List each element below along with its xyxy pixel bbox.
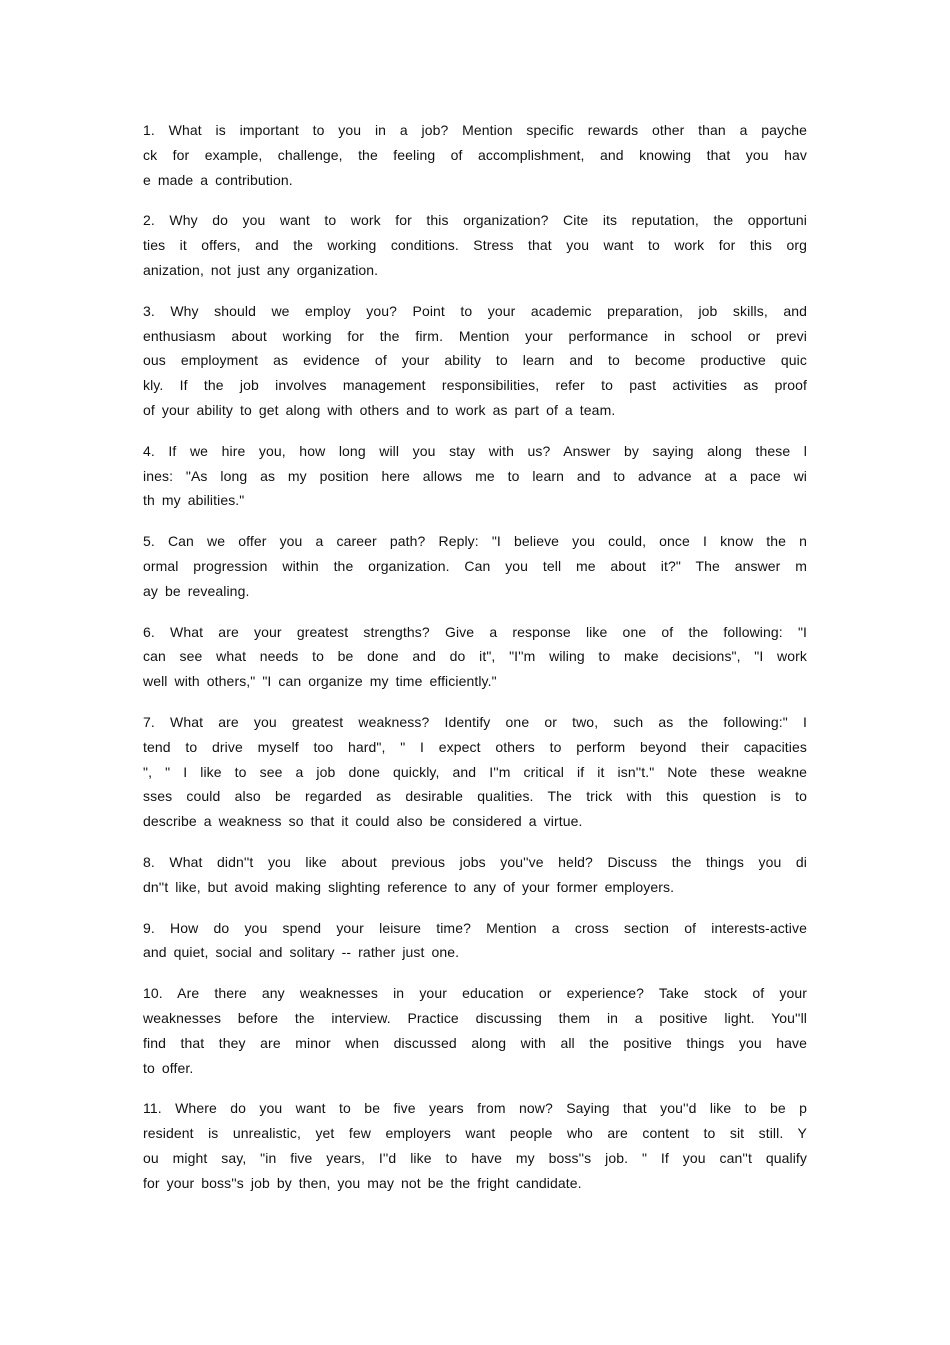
question-9: [143, 916, 807, 966]
text-line: ou might say, "in five years, I''d like to have my boss''s job. " If you can''t qualify: [143, 1149, 807, 1166]
text-line: resident is unrealistic, yet few employers want people who are content to sit still. Y: [143, 1125, 807, 1142]
text-line: ay be revealing.: [143, 582, 250, 599]
text-line: ormal progression within the organization. Can you tell me about it?" The answer m: [143, 557, 807, 574]
text-line: 8. What didn''t you like about previous jobs you''ve held? Discuss the things you di: [143, 853, 807, 870]
text-line: find that they are minor when discussed along with all the positive things you have: [143, 1034, 807, 1051]
text-line: sses could also be regarded as desirable qualities. The trick with this question is to: [143, 788, 807, 805]
question-10: [143, 981, 807, 1080]
question-7: [143, 710, 807, 834]
text-line: 6. What are your greatest strengths? Give a response like one of the following: "I: [143, 623, 807, 640]
question-4: [143, 439, 807, 513]
text-line: 9. How do you spend your leisure time? Mention a cross section of interests-active: [143, 919, 807, 936]
text-line: kly. If the job involves management responsibilities, refer to past activities as proof: [143, 377, 807, 394]
text-line: e made a contribution.: [143, 171, 293, 188]
text-line: 7. What are you greatest weakness? Identify one or two, such as the following:" I: [143, 713, 807, 730]
text-line: th my abilities.": [143, 492, 245, 509]
text-line: well with others," "I can organize my time efficiently.": [143, 673, 497, 690]
question-5: [143, 529, 807, 603]
text-line: of your ability to get along with others and to work as part of a team.: [143, 401, 616, 418]
document-body: [143, 118, 807, 1211]
text-line: can see what needs to be done and do it", "I''m wiling to make decisions", "I work: [143, 648, 807, 665]
text-line: describe a weakness so that it could also be considered a virtue.: [143, 813, 583, 830]
text-line: 11. Where do you want to be five years from now? Saying that you''d like to be p: [143, 1100, 807, 1117]
text-line: dn''t like, but avoid making slighting reference to any of your former employers.: [143, 878, 675, 895]
text-line: for your boss''s job by then, you may not be the fright candidate.: [143, 1174, 582, 1191]
text-line: ties it offers, and the working conditions. Stress that you want to work for this org: [143, 237, 807, 254]
text-line: ck for example, challenge, the feeling of accomplishment, and knowing that you hav: [143, 146, 807, 163]
text-line: 1. What is important to you in a job? Mention specific rewards other than a payche: [143, 122, 807, 138]
question-6: [143, 620, 807, 694]
text-line: to offer.: [143, 1059, 194, 1076]
text-line: weaknesses before the interview. Practice discussing them in a positive light. You''ll: [143, 1009, 807, 1026]
text-line: ous employment as evidence of your ability to learn and to become productive quic: [143, 352, 807, 369]
text-line: 4. If we hire you, how long will you stay with us? Answer by saying along these l: [143, 442, 807, 459]
text-line: 5. Can we offer you a career path? Reply: "I believe you could, once I know the n: [143, 533, 807, 550]
text-line: anization, not just any organization.: [143, 261, 379, 278]
text-line: tend to drive myself too hard", " I expect others to perform beyond their capacities: [143, 738, 807, 755]
question-8: [143, 850, 807, 900]
text-line: 2. Why do you want to work for this organization? Cite its reputation, the opportuni: [143, 212, 807, 229]
text-line: 3. Why should we employ you? Point to your academic preparation, job skills, and: [143, 302, 807, 319]
text-line: ines: "As long as my position here allows me to learn and to advance at a pace wi: [143, 467, 807, 484]
question-3: [143, 299, 807, 423]
text-line: and quiet, social and solitary -- rather just one.: [143, 944, 460, 961]
question-2: [143, 208, 807, 282]
question-11: [143, 1096, 807, 1195]
text-line: 10. Are there any weaknesses in your education or experience? Take stock of your: [143, 985, 807, 1002]
text-line: ", " I like to see a job done quickly, and I''m critical if it isn''t." Note these weakne: [143, 763, 807, 780]
question-1: [143, 118, 807, 192]
text-line: enthusiasm about working for the firm. Mention your performance in school or previ: [143, 327, 807, 344]
